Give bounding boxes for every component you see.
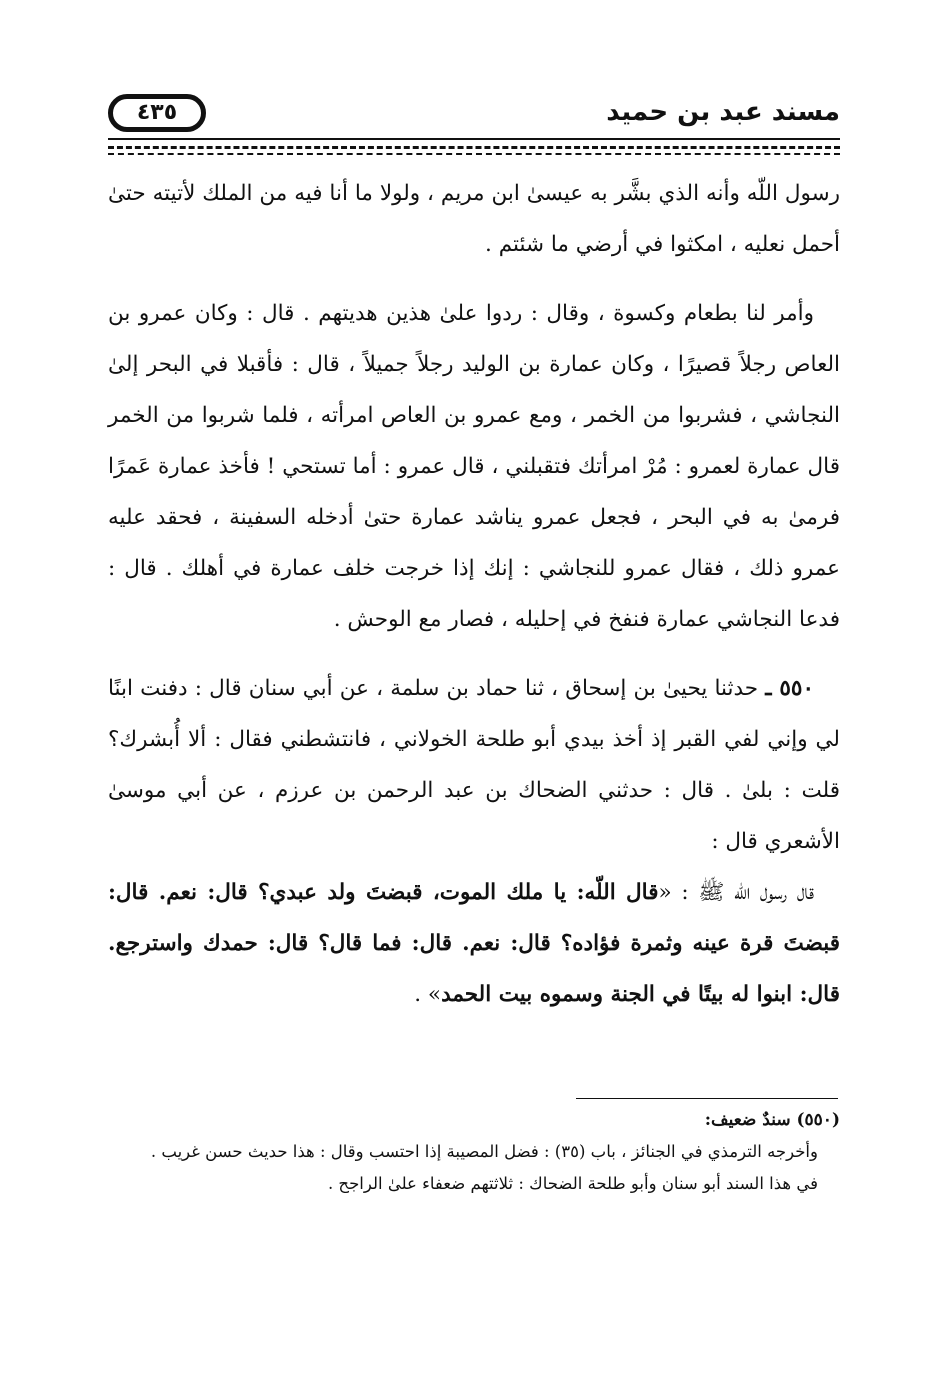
header-rule-solid <box>108 138 840 140</box>
footnote-heading: (٥٥٠) سندٌ ضعيف: <box>704 1110 840 1130</box>
hadith-chain-text: حدثنا يحيىٰ بن إسحاق ، ثنا حماد بن سلمة ، عن أبي سنان قال : دفنت ابنًا لي وإني لفي القبر إذ أخذ بيدي أبو طلحة الخولاني ، فانتشطني فقال : ألا أُبشرك؟ قلت : بلىٰ . قال : حدثني الضحاك بن عبد الرحمن بن عرزم ، عن أبي موسىٰ الأشعري قال : <box>108 676 840 854</box>
paragraph-hadith-matn <box>108 867 840 1020</box>
paragraph-hadith-isnad <box>108 663 840 867</box>
hadith-number: ٥٥٠ ـ <box>765 676 814 701</box>
footnote-line-takhrij: وأخرجه الترمذي في الجنائز ، باب (٣٥) : فضل المصيبة إذا احتسب وقال : هذا حديث حسن غريب . <box>150 1142 818 1161</box>
hadith-quote-bold: قال اللّه: يا ملك الموت، قبضتَ ولد عبدي؟ قال: نعم. قال: قبضتَ قرة عينه وثمرة فؤاده؟ قال: نعم. قال: فما قال؟ قال: حمدك واسترجع. قال: ابنوا له بيتًا في الجنة وسموه بيت الحمد <box>108 880 840 1007</box>
page-number: ٤٣٥ <box>136 100 178 125</box>
page-number-badge <box>108 94 206 132</box>
header-rule-dashed-top <box>108 146 840 149</box>
header-rule-dashed-bottom <box>108 153 840 155</box>
footnote-line-grading: في هذا السند أبو سنان وأبو طلحة الضحاك : ثلاثتهم ضعفاء علىٰ الراجح . <box>327 1174 818 1193</box>
book-title: مسند عبد بن حميد <box>606 97 840 127</box>
footnotes <box>108 1104 840 1200</box>
paragraph-narration: وأمر لنا بطعام وكسوة ، وقال : ردوا علىٰ هذين هديتهم . قال : وكان عمرو بن العاص رجلاً قصيرًا ، وكان عمارة بن الوليد رجلاً جميلاً ، قال : فأقبلا في البحر إلىٰ النجاشي ، فشربوا من الخمر ، ومع عمرو بن العاص امرأته ، فلما شربوا من الخمر قال عمارة لعمرو : مُرْ امرأتك فتقبلني ، قال عمرو : أما تستحي ! فأخذ عمارة عَمرًا فرمىٰ به في البحر ، فجعل عمرو يناشد عمارة حتىٰ أدخله السفينة ، فحقد عليه عمرو ذلك ، فقال عمرو للنجاشي : إنك إذا خرجت خلف عمارة في أهلك . قال : فدعا النجاشي عمارة فنفخ في إحليله ، فصار مع الوحش . <box>108 301 840 632</box>
footnote-divider <box>576 1098 838 1099</box>
main-text <box>108 168 840 1020</box>
hadith-quote-close: » . <box>414 982 442 1007</box>
page-header <box>108 92 840 138</box>
hadith-lead-text: قال رسول اللّه ﷺ : « <box>658 880 814 905</box>
paragraph-continuation: رسول اللّه وأنه الذي بشَّر به عيسىٰ ابن مريم ، ولولا ما أنا فيه من الملك لأتيته حتىٰ أحمل نعليه ، امكثوا في أرضي ما شئتم . <box>108 181 840 257</box>
